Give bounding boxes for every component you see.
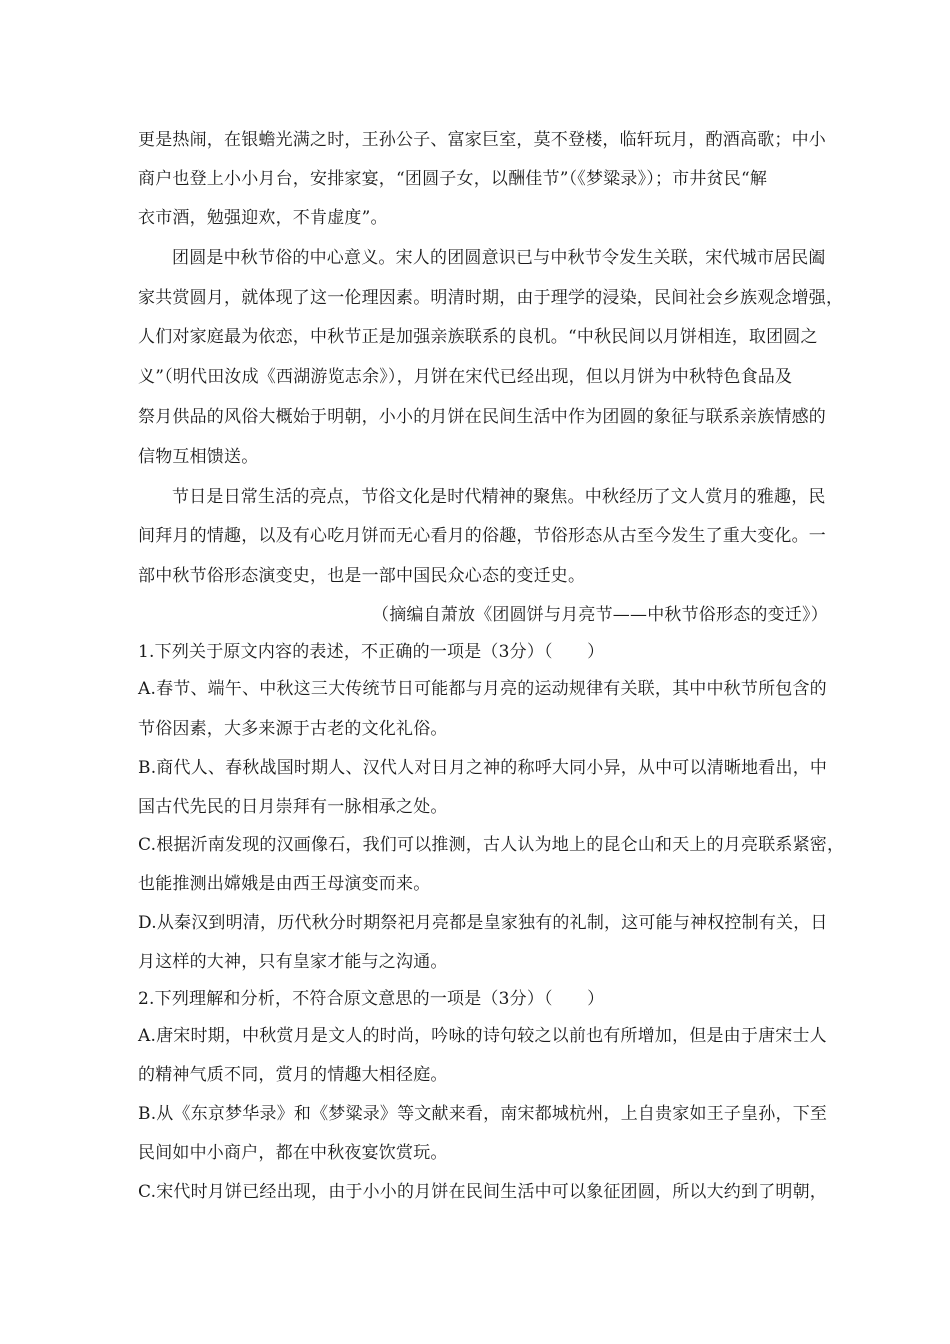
body-line: 间拜月的情趣，以及有心吃月饼而无心看月的俗趣，节俗形态从古至今发生了重大变化。一 (138, 526, 826, 546)
option-line: A.春节、端午、中秋这三大传统节日可能都与月亮的运动规律有关联，其中中秋节所包含的 (138, 679, 827, 699)
body-line: 义”（明代田汝成《西湖游览志余》），月饼在宋代已经出现，但以月饼为中秋特色食品及 (138, 367, 793, 387)
body-line: 家共赏圆月，就体现了这一伦理因素。明清时期，由于理学的浸染，民间社会乡族观念增强， (138, 288, 844, 308)
option-line: 也能推测出嫦娥是由西王母演变而来。 (138, 874, 431, 894)
source-citation: （摘编自萧放《团圆饼与月亮节——中秋节俗形态的变迁》） (372, 605, 828, 625)
option-line: 节俗因素，大多来源于古老的文化礼俗。 (138, 719, 448, 739)
body-line: 衣市酒，勉强迎欢，不肯虚度”。 (138, 208, 388, 228)
option-line: C.根据沂南发现的汉画像石，我们可以推测，古人认为地上的昆仑山和天上的月亮联系紧密， (138, 835, 845, 855)
option-line: 的精神气质不同，赏月的情趣大相径庭。 (138, 1065, 448, 1085)
paragraph-start-line: 节日是日常生活的亮点，节俗文化是时代精神的聚焦。中秋经历了文人赏月的雅趣，民 (172, 487, 826, 507)
option-line: C.宋代时月饼已经出现，由于小小的月饼在民间生活中可以象征团圆，所以大约到了明朝， (138, 1182, 828, 1202)
body-line: 人们对家庭最为依恋，中秋节正是加强亲族联系的良机。“中秋民间以月饼相连，取团圆之 (138, 327, 818, 347)
option-line: A.唐宋时期，中秋赏月是文人的时尚，吟咏的诗句较之以前也有所增加，但是由于唐宋士人 (138, 1026, 827, 1046)
option-line: 月这样的大神，只有皇家才能与之沟通。 (138, 952, 448, 972)
paragraph-start-line: 团圆是中秋节俗的中心意义。宋人的团圆意识已与中秋节令发生关联，宋代城市居民阖 (172, 248, 826, 268)
body-line: 信物互相馈送。 (138, 447, 259, 467)
question-stem: 1.下列关于原文内容的表述，不正确的一项是（3分）（ ） (138, 642, 605, 662)
body-line: 祭月供品的风俗大概始于明朝，小小的月饼在民间生活中作为团圆的象征与联系亲族情感的 (138, 407, 826, 427)
question-stem: 2.下列理解和分析，不符合原文意思的一项是（3分）（ ） (138, 989, 605, 1009)
option-line: B.从《东京梦华录》和《梦粱录》等文献来看，南宋都城杭州，上自贵家如王子皇孙，下至 (138, 1104, 828, 1124)
option-line: 民间如中小商户，都在中秋夜宴饮赏玩。 (138, 1143, 448, 1163)
body-line: 商户也登上小小月台，安排家宴，“团圆子女，以酬佳节”（《梦粱录》）；市井贫民“解 (138, 169, 768, 189)
option-line: 国古代先民的日月崇拜有一脉相承之处。 (138, 797, 448, 817)
body-line: 部中秋节俗形态演变史，也是一部中国民众心态的变迁史。 (138, 566, 586, 586)
option-line: B.商代人、春秋战国时期人、汉代人对日月之神的称呼大同小异，从中可以清晰地看出，中 (138, 758, 828, 778)
option-line: D.从秦汉到明清，历代秋分时期祭祀月亮都是皇家独有的礼制，这可能与神权控制有关，日 (138, 913, 828, 933)
body-line: 更是热闹，在银蟾光满之时，王孙公子、富家巨室，莫不登楼，临轩玩月，酌酒高歌；中小 (138, 130, 826, 150)
